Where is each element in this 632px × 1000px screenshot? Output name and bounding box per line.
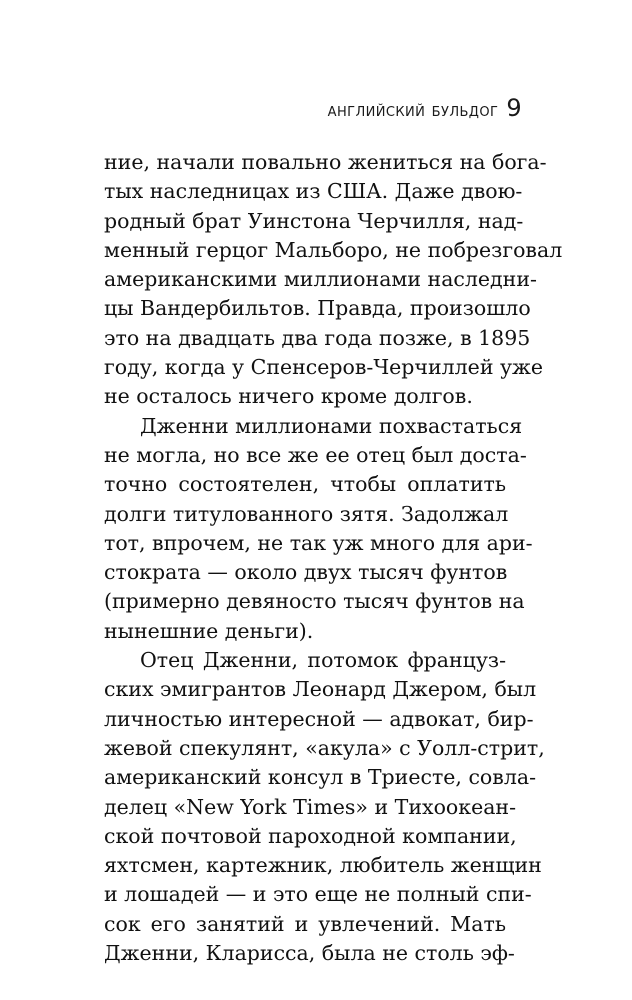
text-line: нынешние деньги). (104, 618, 314, 643)
text-line: американский консул в Триесте, совла- (104, 765, 536, 790)
text-line: ских эмигрантов Леонард Джером, был (104, 677, 537, 702)
text-line: долги титулованного зятя. Задолжал (104, 501, 509, 526)
text-line: сок его занятий и увлечений. Мать (104, 911, 506, 936)
text-line: ской почтовой пароходной компании, (104, 823, 517, 848)
page-number: 9 (506, 94, 522, 122)
text-line: не осталось ничего кроме долгов. (104, 384, 473, 409)
text-line: стократа — около двух тысяч фунтов (104, 560, 508, 585)
running-head (328, 94, 522, 122)
paragraph (104, 646, 545, 968)
text-line: тот, впрочем, не так уж много для ари- (104, 530, 533, 555)
text-line: родный брат Уинстона Черчилля, над- (104, 208, 524, 233)
text-line: цы Вандербильтов. Правда, произошло (104, 296, 531, 321)
text-line: ние, начали повально жениться на бога- (104, 150, 547, 174)
text-line: американскими миллионами наследни- (104, 267, 537, 292)
body-text (104, 148, 563, 968)
paragraph (104, 412, 533, 646)
text-line: менный герцог Мальборо, не побрезговал (104, 237, 563, 262)
text-line: (примерно девяносто тысяч фунтов на (104, 589, 525, 614)
text-line: году, когда у Спенсеров-Черчиллей уже (104, 355, 544, 380)
running-head-title: английский бульдог (327, 99, 499, 121)
text-line: и лошадей — и это еще не полный спи- (104, 882, 532, 907)
text-line: тых наследницах из США. Даже двою- (104, 179, 523, 204)
paragraph (104, 148, 563, 412)
text-line: не могла, но все же ее отец был доста- (104, 442, 527, 467)
text-line: делец «New York Times» и Тихоокеан- (104, 794, 517, 819)
text-line: это на двадцать два года позже, в 1895 (104, 325, 531, 350)
text-line: Отец Дженни, потомок француз- (140, 648, 506, 673)
text-line: яхтсмен, картежник, любитель женщин (104, 853, 542, 878)
text-line: точно состоятелен, чтобы оплатить (104, 472, 506, 497)
text-line: личностью интересной — адвокат, бир- (104, 706, 534, 731)
text-line: Дженни миллионами похвастаться (140, 413, 523, 438)
text-line: жевой спекулянт, «акула» с Уолл-стрит, (104, 735, 545, 760)
text-line: Дженни, Кларисса, была не столь эф- (104, 941, 515, 966)
